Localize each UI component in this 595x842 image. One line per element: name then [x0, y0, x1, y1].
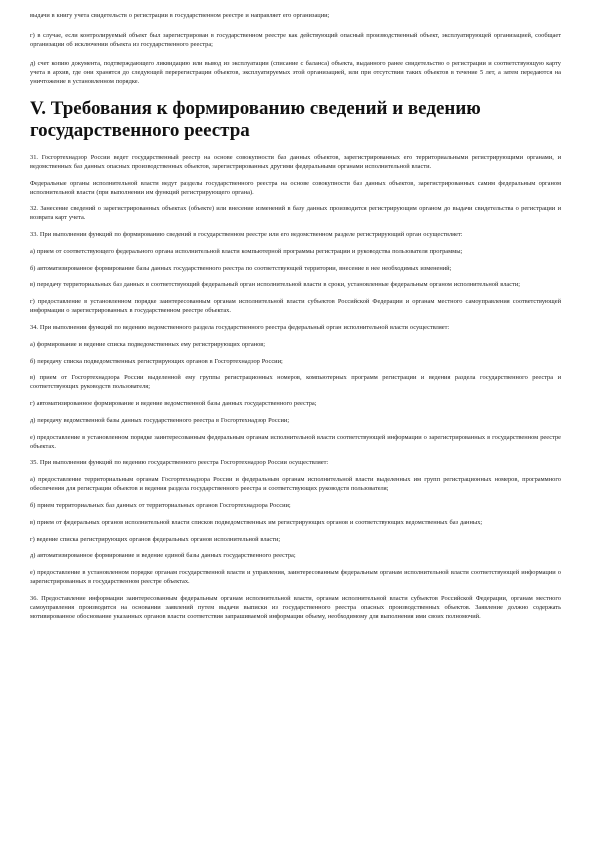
intro-paragraph-2: г) в случае, если контролируемый объект был зарегистрирован в государственном реестре как действующий опасный производственный объект, эксплуатирующей организацией, сообщает организации об исключении объекта из государственного реестра;	[30, 31, 561, 48]
paragraph-34-d: д) передачу ведомственной базы данных государственного реестра в Госгортехнадзор России;	[30, 416, 290, 424]
paragraph-35-v: в) прием от федеральных органов исполнительной власти списков подведомственных им регистрирующих органов и соответствующих ведомственных баз данных;	[30, 518, 483, 526]
paragraph-35: 35. При выполнении функций по ведению государственного реестра Госгортехнадзор России осуществляет:	[30, 459, 329, 467]
section-heading: V. Требования к формированию сведений и ведению государственного реестра	[30, 97, 481, 141]
paragraph-36: 36. Предоставление информации заинтересованным федеральным органам исполнительной власти, органам исполнительной власти субъектов Российской Федерации, органам местного самоуправления производится на основании заявлений путем выдачи выписки из государственного реестра опасных производственных объектов. Заявление должно содержать мотивированное обоснование указанных органов власти соответствия запрашиваемой информации объему, необходимому для выполнения ими своих полномочий.	[30, 594, 561, 620]
paragraph-33-b: б) автоматизированное формирование базы данных государственного реестра по соответствующей территории, внесение в нее необходимых изменений;	[30, 264, 452, 272]
paragraph-35-a: а) предоставление территориальным органам Госгортехнадзора России и федеральным органам исполнительной власти выделенных им групп регистрационных номеров, программного обеспечения для регистрации объектов и ведения раздела государственного реестра и соответствующих руководств пользователя;	[30, 476, 561, 493]
paragraph-31: 31. Госгортехнадзор России ведет государственный реестр на основе совокупности баз данных объектов, зарегистрированных его территориальными регистрирующими органами, и ведомственных баз данных опасных производственных объектов, зарегистрированных другими федеральными органами исполнительной власти.	[30, 154, 561, 170]
paragraph-35-d: д) автоматизированное формирование и ведение единой базы данных государственного реестра;	[30, 552, 296, 560]
paragraph-35-b: б) прием территориальных баз данных от территориальных органов Госгортехнадзора России;	[30, 501, 291, 509]
intro-paragraph-1: выдачи в книгу учета свидетельств о регистрации в государственном реестре и направляет его организации;	[30, 12, 330, 19]
paragraph-33-a: а) прием от соответствующего федерального органа исполнительной власти компьютерной программы регистрации и руководства пользователя программы;	[30, 247, 463, 255]
paragraph-32: 32. Занесение сведений о зарегистрированных объектах (объекте) или внесение изменений в базу данных производится регистрирующим органом до выдачи свидетельства о регистрации и возврата карт учета.	[30, 205, 561, 222]
paragraph-33-g: г) предоставление в установленном порядке заинтересованным органам исполнительной власти субъектов Российской Федерации и органам местного самоуправления соответствующей информации о зарегистрированных в государственном реестре объектах.	[30, 298, 561, 315]
paragraph-31-federal: Федеральные органы исполнительной власти ведут разделы государственного реестра на основе совокупности баз данных объектов, зарегистрированных самим федеральным органом исполнительной власти (при выполнении им функций регистрирующего органа).	[30, 179, 561, 196]
paragraph-34-b: б) передачу списка подведомственных регистрирующих органов в Госгортехнадзор России;	[30, 357, 283, 365]
intro-paragraph-3: д) счет копию документа, подтверждающего ликвидацию или вывод из эксплуатации (списание с баланса) объекта, выданного ранее свидетельство о регистрации и соответствующую карту учета в архив, где они хранятся до следующей перерегистрации объектов, эксплуатируемых этой организацией, или при отсутствии таких объектов в течение 5 лет, а затем передаются на уничтожение в установленном порядке.	[30, 60, 561, 86]
paragraph-34-v: в) прием от Госгортехнадзора России выделенной ему группы регистрационных номеров, компьютерных программ регистрации и ведения раздела государственного реестра и соответствующих руководств пользователя;	[30, 374, 561, 391]
paragraph-33-v: в) передачу территориальных баз данных в соответствующий федеральный орган исполнительной власти в сроки, установленные федеральным органом исполнительной власти;	[30, 281, 521, 289]
paragraph-33: 33. При выполнении функций по формированию сведений в государственном реестре или его ведомственном разделе регистрирующий орган осуществляет:	[30, 231, 463, 238]
paragraph-34: 34. При выполнении функций по ведению ведомственного раздела государственного реестра федеральный орган исполнительной власти осуществляет:	[30, 323, 450, 331]
paragraph-34-e: е) предоставление в установленном порядке заинтересованным федеральным органам исполнительной власти соответствующей информации о зарегистрированных в государственном реестре объектах.	[30, 433, 561, 450]
paragraph-34-g: г) автоматизированное формирование и ведение ведомственной базы данных государственного реестра;	[30, 400, 317, 408]
paragraph-34-a: а) формирование и ведение списка подведомственных ему регистрирующих органов;	[30, 340, 266, 348]
paragraph-35-e: е) предоставление в установленном порядке органам государственной власти и управления, заинтересованным федеральным органам исполнительной власти соответствующей информации о зарегистрированных в государственном реестре объектах.	[30, 569, 561, 586]
paragraph-35-g: г) ведение списка регистрирующих органов федеральных органов исполнительной власти;	[30, 535, 281, 543]
